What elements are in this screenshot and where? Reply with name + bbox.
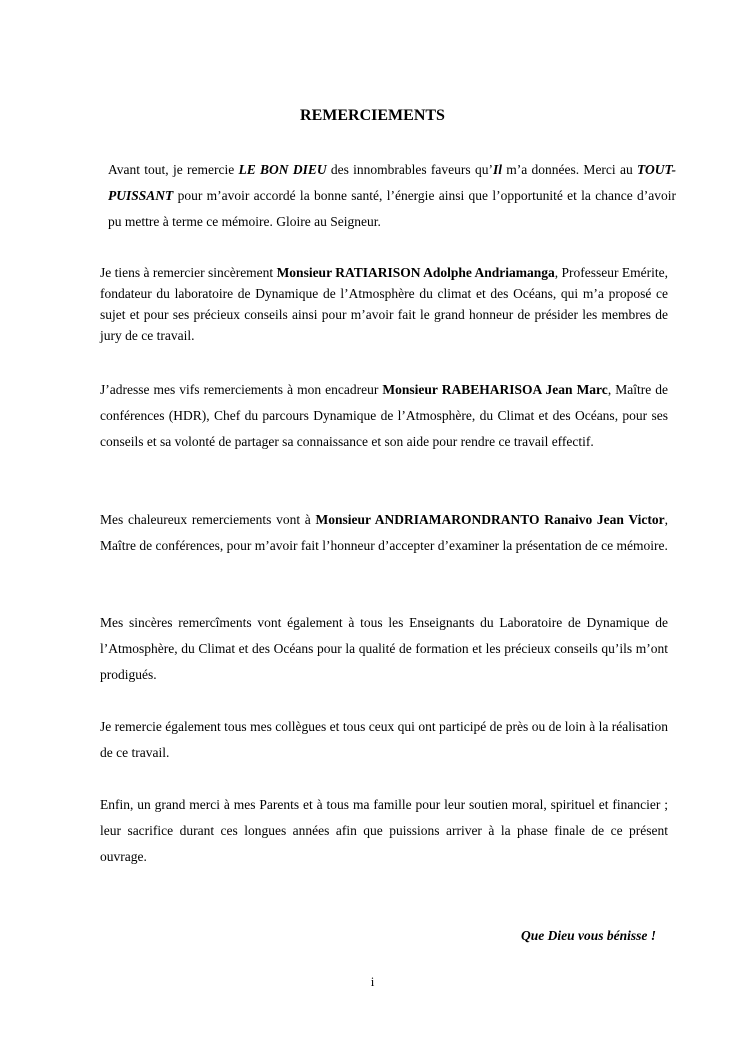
- paragraph-4-text-2: , Maître de conférences, pour m’avoir fait l’honneur d’accepter d’examiner la présentation de ce mémoire.: [100, 512, 668, 553]
- paragraph-1-text-3: m’a données. Merci au: [501, 162, 637, 177]
- paragraph-1-emphasis-1: LE BON DIEU: [238, 162, 327, 177]
- paragraph-1-text-4: pour m’avoir accordé la bonne santé, l’énergie ainsi que l’opportunité et la chance d’avoir pu mettre à terme ce mémoire. Gloire au Seigneur.: [108, 188, 676, 229]
- paragraph-4: [88, 507, 668, 559]
- page-number: i: [370, 974, 375, 989]
- paragraph-3: [88, 377, 668, 455]
- paragraph-5-text-1: Mes sincères remercîments vont également à tous les Enseignants du Laboratoire de Dynamique de l’Atmosphère, du Climat et des Océans pour la qualité de formation et les précieux conseils qu’ils m’ont prodigués.: [100, 615, 668, 682]
- paragraph-5: [88, 610, 668, 688]
- paragraph-4-text-1: Mes chaleureux remerciements vont à: [100, 512, 316, 527]
- paragraph-6-text-1: Je remercie également tous mes collègues et tous ceux qui ont participé de près ou de loin à la réalisation de ce travail.: [100, 719, 668, 760]
- paragraph-1: [88, 157, 676, 235]
- paragraph-2-name: Monsieur RATIARISON Adolphe Andriamanga: [276, 265, 555, 280]
- paragraph-3-text-1: J’adresse mes vifs remerciements à mon encadreur: [100, 382, 383, 397]
- paragraph-1-emphasis-2: Il: [492, 162, 502, 177]
- closing-blessing: Que Dieu vous bénisse !: [520, 928, 656, 943]
- paragraph-2-text-1: Je tiens à remercier sincèrement: [100, 265, 277, 280]
- paragraph-4-name: Monsieur ANDRIAMARONDRANTO Ranaivo Jean Victor: [315, 512, 665, 527]
- paragraph-7: [88, 792, 668, 870]
- paragraph-1-text-2: des innombrables faveurs qu’: [326, 162, 493, 177]
- paragraph-7-text-1: Enfin, un grand merci à mes Parents et à tous ma famille pour leur soutien moral, spirituel et financier ; leur sacrifice durant ces longues années afin que puissions arriver à la phase finale de ce présent ouvrage.: [100, 797, 668, 864]
- paragraph-2-text-2: , Professeur Emérite, fondateur du laboratoire de Dynamique de l’Atmosphère du climat et des Océans, qui m’a proposé ce sujet et pour ses précieux conseils ainsi pour m’avoir fait le grand honneur de présider les membres de jury de ce travail.: [100, 265, 668, 343]
- paragraph-3-text-2: , Maître de conférences (HDR), Chef du parcours Dynamique de l’Atmosphère, du Climat et des Océans, pour ses conseils et sa volonté de partager sa connaissance et son aide pour rendre ce travail effectif.: [100, 382, 668, 449]
- paragraph-2: [88, 262, 668, 346]
- paragraph-1-emphasis-3: TOUT-PUISSANT: [108, 162, 677, 203]
- page-title: REMERCIEMENTS: [300, 107, 445, 124]
- paragraph-3-name: Monsieur RABEHARISOA Jean Marc: [382, 382, 608, 397]
- paragraph-6: [88, 714, 668, 766]
- paragraph-1-text-1: Avant tout, je remercie: [108, 162, 239, 177]
